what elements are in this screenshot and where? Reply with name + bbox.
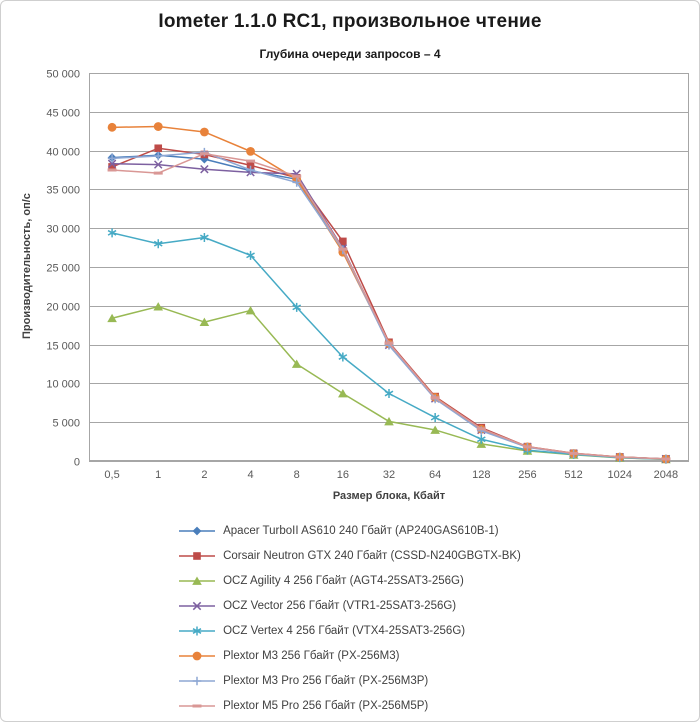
y-tick-label: 5 000 (52, 417, 80, 430)
y-tick-label: 30 000 (46, 223, 80, 236)
legend-item (179, 575, 521, 587)
legend (179, 525, 521, 712)
y-tick-label: 10 000 (46, 378, 80, 391)
series-1 (108, 144, 669, 462)
x-tick-label: 1024 (607, 469, 633, 481)
x-tick-label: 16 (336, 469, 349, 481)
legend-item (179, 550, 521, 562)
x-tick-label: 8 (293, 469, 300, 481)
series-6 (108, 148, 670, 464)
legend-label: OCZ Agility 4 256 Гбайт (AGT4-25SAT3-256G) (223, 575, 464, 587)
gridlines (89, 74, 689, 462)
x-tick-label: 2 (201, 469, 208, 481)
x-tick-label: 512 (564, 469, 583, 481)
x-tick-label: 0,5 (104, 469, 120, 481)
y-tick-label: 40 000 (46, 146, 80, 159)
legend-item (179, 675, 521, 687)
y-tick-label: 35 000 (46, 184, 80, 197)
x-marker-icon (179, 600, 215, 612)
circle-marker-icon (179, 650, 215, 662)
diamond-marker-icon (179, 525, 215, 537)
triangle-marker-icon (179, 575, 215, 587)
series-0 (108, 151, 671, 464)
y-tick-label: 20 000 (46, 301, 80, 314)
legend-item (179, 625, 521, 637)
x-tick-label: 256 (518, 469, 537, 481)
legend-item (179, 600, 521, 612)
chart-subtitle: Глубина очереди запросов – 4 (259, 47, 441, 61)
legend-label: Corsair Neutron GTX 240 Гбайт (CSSD-N240GBGTX-BK) (223, 550, 521, 562)
star-marker-icon (179, 625, 215, 637)
legend-item (179, 700, 521, 712)
x-tick-label: 1 (155, 469, 162, 481)
y-tick-label: 50 000 (46, 68, 80, 81)
legend-label: OCZ Vertex 4 256 Гбайт (VTX4-25SAT3-256G) (223, 625, 466, 637)
x-tick-label: 2048 (653, 469, 679, 481)
x-axis-title: Размер блока, Кбайт (332, 490, 446, 502)
dash-marker-icon (179, 700, 215, 712)
square-marker-icon (179, 550, 215, 562)
x-tick-labels (104, 469, 678, 481)
legend-label: Apacer TurboII AS610 240 Гбайт (AP240GAS610B-1) (223, 525, 499, 537)
plus-marker-icon (179, 675, 215, 687)
legend-label: Plextor M5 Pro 256 Гбайт (PX-256M5P) (223, 700, 429, 712)
legend-item (179, 525, 521, 537)
legend-label: Plextor M3 Pro 256 Гбайт (PX-256M3P) (223, 675, 429, 687)
x-tick-label: 4 (247, 469, 254, 481)
y-tick-label: 15 000 (46, 340, 80, 353)
chart-title: Iometer 1.1.0 RC1, произвольное чтение (158, 11, 542, 32)
x-tick-label: 32 (382, 469, 396, 481)
series-5 (108, 122, 671, 463)
legend-label: Plextor M3 256 Гбайт (PX-256M3) (223, 650, 400, 662)
y-tick-label: 0 (73, 456, 80, 469)
y-tick-label: 25 000 (46, 262, 80, 275)
legend-label: OCZ Vector 256 Гбайт (VTR1-25SAT3-256G) (223, 600, 457, 612)
series-2 (107, 302, 670, 463)
x-tick-label: 64 (429, 469, 442, 481)
y-axis-title: Производительность, оп/с (21, 193, 33, 339)
x-tick-label: 128 (472, 469, 491, 481)
y-tick-label: 45 000 (46, 107, 80, 120)
legend-item (179, 650, 521, 662)
